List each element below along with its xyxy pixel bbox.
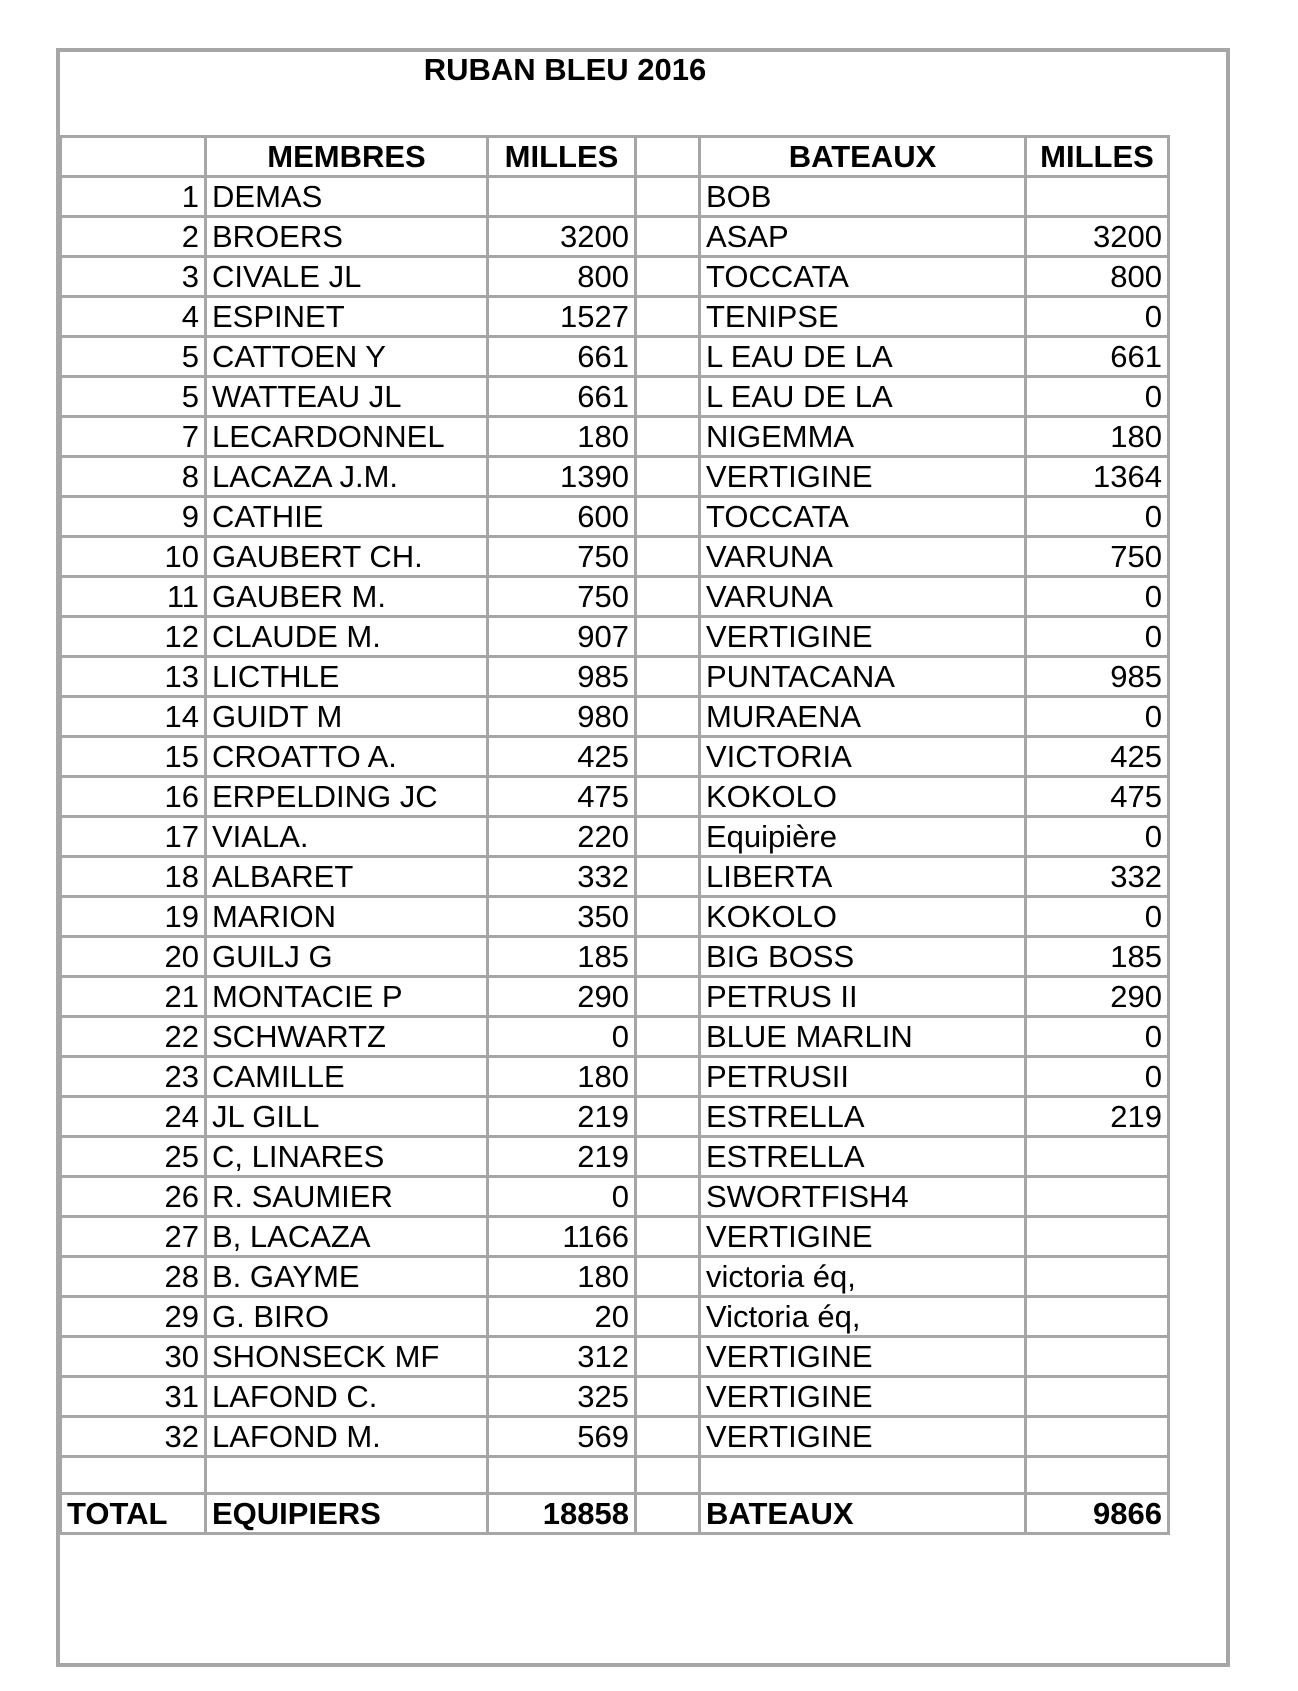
spacer-cell — [636, 1257, 700, 1297]
row-index: 22 — [61, 1017, 206, 1057]
header-miles-members: MILLES — [488, 137, 636, 177]
boat-miles: 185 — [1026, 937, 1169, 977]
boat-miles: 0 — [1026, 297, 1169, 337]
member-name: G. BIRO — [206, 1297, 488, 1337]
boat-miles — [1026, 177, 1169, 217]
header-miles-boats: MILLES — [1026, 137, 1169, 177]
table-row — [61, 697, 1169, 737]
boat-miles: 3200 — [1026, 217, 1169, 257]
member-miles: 0 — [488, 1177, 636, 1217]
member-name: ALBARET — [206, 857, 488, 897]
member-name: LAFOND C. — [206, 1377, 488, 1417]
spacer-cell — [636, 457, 700, 497]
table-row — [61, 777, 1169, 817]
boat-name: MURAENA — [700, 697, 1026, 737]
boat-miles: 0 — [1026, 497, 1169, 537]
member-miles: 569 — [488, 1417, 636, 1457]
spacer-cell — [636, 577, 700, 617]
member-miles: 1166 — [488, 1217, 636, 1257]
boat-name: PETRUS II — [700, 977, 1026, 1017]
boat-name: BLUE MARLIN — [700, 1017, 1026, 1057]
boat-name: VERTIGINE — [700, 1217, 1026, 1257]
table-row — [61, 1297, 1169, 1337]
spacer-cell — [636, 977, 700, 1017]
table-row — [61, 337, 1169, 377]
empty-cell — [700, 1457, 1026, 1494]
empty-cell — [1026, 1457, 1169, 1494]
member-name: CLAUDE M. — [206, 617, 488, 657]
member-name: CATHIE — [206, 497, 488, 537]
row-index: 21 — [61, 977, 206, 1017]
header-boats: BATEAUX — [700, 137, 1026, 177]
table-row — [61, 657, 1169, 697]
row-index: 5 — [61, 337, 206, 377]
member-miles: 661 — [488, 377, 636, 417]
spacer-cell — [636, 857, 700, 897]
spacer-cell — [636, 217, 700, 257]
row-index: 32 — [61, 1417, 206, 1457]
table-row — [61, 577, 1169, 617]
boat-miles: 475 — [1026, 777, 1169, 817]
boat-name: TOCCATA — [700, 497, 1026, 537]
member-name: CIVALE JL — [206, 257, 488, 297]
row-index: 28 — [61, 1257, 206, 1297]
member-miles: 290 — [488, 977, 636, 1017]
table-row — [61, 1057, 1169, 1097]
boat-miles: 0 — [1026, 817, 1169, 857]
ranking-table — [59, 135, 1170, 1535]
header-index — [61, 137, 206, 177]
table-row — [61, 737, 1169, 777]
boat-miles: 0 — [1026, 617, 1169, 657]
spacer-cell — [636, 297, 700, 337]
boat-miles: 0 — [1026, 1057, 1169, 1097]
header-members: MEMBRES — [206, 137, 488, 177]
spacer-cell — [636, 937, 700, 977]
boat-name: L EAU DE LA — [700, 337, 1026, 377]
member-miles: 20 — [488, 1297, 636, 1337]
boat-name: ASAP — [700, 217, 1026, 257]
boat-name: victoria éq, — [700, 1257, 1026, 1297]
boat-name: SWORTFISH4 — [700, 1177, 1026, 1217]
spacer-cell — [636, 177, 700, 217]
table-row — [61, 177, 1169, 217]
member-name: CROATTO A. — [206, 737, 488, 777]
boat-miles — [1026, 1137, 1169, 1177]
table-row — [61, 1377, 1169, 1417]
boat-miles: 0 — [1026, 1017, 1169, 1057]
boat-miles: 1364 — [1026, 457, 1169, 497]
boat-name: TOCCATA — [700, 257, 1026, 297]
spacer-cell — [636, 537, 700, 577]
boat-name: ESTRELLA — [700, 1137, 1026, 1177]
header-spacer — [636, 137, 700, 177]
table-row — [61, 1417, 1169, 1457]
member-miles: 312 — [488, 1337, 636, 1377]
boat-name: VERTIGINE — [700, 617, 1026, 657]
row-index: 27 — [61, 1217, 206, 1257]
member-miles: 800 — [488, 257, 636, 297]
spacer-cell — [636, 377, 700, 417]
boat-name: Equipière — [700, 817, 1026, 857]
member-name: GUIDT M — [206, 697, 488, 737]
spacer-cell — [636, 1097, 700, 1137]
member-name: SHONSECK MF — [206, 1337, 488, 1377]
member-miles: 219 — [488, 1097, 636, 1137]
table-row — [61, 1257, 1169, 1297]
empty-cell — [61, 1457, 206, 1494]
total-crew-label: EQUIPIERS — [206, 1494, 488, 1534]
member-miles: 1390 — [488, 457, 636, 497]
spacer-cell — [636, 817, 700, 857]
spacer-cell — [636, 1337, 700, 1377]
boat-miles — [1026, 1257, 1169, 1297]
spacer-cell — [636, 1494, 700, 1534]
row-index: 29 — [61, 1297, 206, 1337]
empty-cell — [206, 1457, 488, 1494]
boat-miles: 290 — [1026, 977, 1169, 1017]
member-name: LICTHLE — [206, 657, 488, 697]
member-name: GUILJ G — [206, 937, 488, 977]
spacer-cell — [636, 1377, 700, 1417]
member-name: CAMILLE — [206, 1057, 488, 1097]
member-name: GAUBERT CH. — [206, 537, 488, 577]
boat-miles: 0 — [1026, 577, 1169, 617]
total-boats-miles: 9866 — [1026, 1494, 1169, 1534]
boat-name: VERTIGINE — [700, 1377, 1026, 1417]
spacer-cell — [636, 1297, 700, 1337]
spacer-cell — [636, 1417, 700, 1457]
boat-name: LIBERTA — [700, 857, 1026, 897]
table-row — [61, 377, 1169, 417]
boat-name: VARUNA — [700, 577, 1026, 617]
row-index: 3 — [61, 257, 206, 297]
row-index: 15 — [61, 737, 206, 777]
row-index: 5 — [61, 377, 206, 417]
member-miles: 185 — [488, 937, 636, 977]
boat-miles: 800 — [1026, 257, 1169, 297]
table-row — [61, 1137, 1169, 1177]
member-name: GAUBER M. — [206, 577, 488, 617]
boat-name: KOKOLO — [700, 897, 1026, 937]
spacer-cell — [636, 897, 700, 937]
boat-name: TENIPSE — [700, 297, 1026, 337]
table-row — [61, 1217, 1169, 1257]
boat-name: VERTIGINE — [700, 1337, 1026, 1377]
member-miles: 219 — [488, 1137, 636, 1177]
row-index: 30 — [61, 1337, 206, 1377]
total-label: TOTAL — [61, 1494, 206, 1534]
boat-miles: 425 — [1026, 737, 1169, 777]
boat-miles: 985 — [1026, 657, 1169, 697]
boat-name: Victoria éq, — [700, 1297, 1026, 1337]
table-row — [61, 937, 1169, 977]
spacer-cell — [636, 617, 700, 657]
boat-miles — [1026, 1337, 1169, 1377]
table-row — [61, 977, 1169, 1017]
member-miles: 180 — [488, 1257, 636, 1297]
table-row — [61, 857, 1169, 897]
table-row — [61, 1097, 1169, 1137]
member-miles: 425 — [488, 737, 636, 777]
boat-name: VERTIGINE — [700, 1417, 1026, 1457]
member-name: WATTEAU JL — [206, 377, 488, 417]
member-miles — [488, 177, 636, 217]
boat-miles — [1026, 1177, 1169, 1217]
boat-miles — [1026, 1217, 1169, 1257]
member-name: LAFOND M. — [206, 1417, 488, 1457]
member-miles: 600 — [488, 497, 636, 537]
member-miles: 332 — [488, 857, 636, 897]
spacer-cell — [636, 1217, 700, 1257]
boat-miles: 180 — [1026, 417, 1169, 457]
row-index: 10 — [61, 537, 206, 577]
row-index: 17 — [61, 817, 206, 857]
table-row — [61, 217, 1169, 257]
row-index: 11 — [61, 577, 206, 617]
member-name: ERPELDING JC — [206, 777, 488, 817]
row-index: 2 — [61, 217, 206, 257]
member-name: B. GAYME — [206, 1257, 488, 1297]
table-row — [61, 817, 1169, 857]
spacer-cell — [636, 257, 700, 297]
table-row — [61, 257, 1169, 297]
boat-name: PUNTACANA — [700, 657, 1026, 697]
member-miles: 907 — [488, 617, 636, 657]
boat-name: ESTRELLA — [700, 1097, 1026, 1137]
table-row — [61, 497, 1169, 537]
table-row — [61, 537, 1169, 577]
spacer-cell — [636, 1177, 700, 1217]
row-index: 25 — [61, 1137, 206, 1177]
spacer-cell — [636, 697, 700, 737]
boat-miles: 219 — [1026, 1097, 1169, 1137]
boat-name: BOB — [700, 177, 1026, 217]
total-crew-miles: 18858 — [488, 1494, 636, 1534]
header-row — [61, 137, 1169, 177]
boat-miles: 661 — [1026, 337, 1169, 377]
row-index: 24 — [61, 1097, 206, 1137]
member-name: B, LACAZA — [206, 1217, 488, 1257]
row-index: 19 — [61, 897, 206, 937]
member-name: LACAZA J.M. — [206, 457, 488, 497]
page-title: RUBAN BLEU 2016 — [423, 52, 707, 87]
spacer-cell — [636, 657, 700, 697]
member-miles: 180 — [488, 1057, 636, 1097]
spacer-cell — [636, 777, 700, 817]
table-row — [61, 417, 1169, 457]
spacer-cell — [636, 737, 700, 777]
row-index: 20 — [61, 937, 206, 977]
row-index: 4 — [61, 297, 206, 337]
member-miles: 350 — [488, 897, 636, 937]
spacer-cell — [636, 417, 700, 457]
table-row — [61, 1337, 1169, 1377]
member-name: R. SAUMIER — [206, 1177, 488, 1217]
table-row — [61, 297, 1169, 337]
row-index: 18 — [61, 857, 206, 897]
row-index: 8 — [61, 457, 206, 497]
member-miles: 980 — [488, 697, 636, 737]
row-index: 7 — [61, 417, 206, 457]
member-name: MONTACIE P — [206, 977, 488, 1017]
boat-miles: 0 — [1026, 377, 1169, 417]
member-name: C, LINARES — [206, 1137, 488, 1177]
member-name: VIALA. — [206, 817, 488, 857]
row-index: 31 — [61, 1377, 206, 1417]
boat-miles — [1026, 1377, 1169, 1417]
boat-miles: 0 — [1026, 697, 1169, 737]
member-miles: 3200 — [488, 217, 636, 257]
boat-name: L EAU DE LA — [700, 377, 1026, 417]
boat-name: NIGEMMA — [700, 417, 1026, 457]
member-miles: 180 — [488, 417, 636, 457]
table-row — [61, 897, 1169, 937]
member-miles: 661 — [488, 337, 636, 377]
member-name: BROERS — [206, 217, 488, 257]
member-name: MARION — [206, 897, 488, 937]
member-miles: 0 — [488, 1017, 636, 1057]
member-name: SCHWARTZ — [206, 1017, 488, 1057]
member-miles: 1527 — [488, 297, 636, 337]
boat-name: BIG BOSS — [700, 937, 1026, 977]
member-miles: 220 — [488, 817, 636, 857]
blank-row — [61, 1457, 1169, 1494]
boat-miles: 0 — [1026, 897, 1169, 937]
member-name: ESPINET — [206, 297, 488, 337]
spacer-cell — [636, 1137, 700, 1177]
table-row — [61, 1177, 1169, 1217]
row-index: 16 — [61, 777, 206, 817]
boat-miles — [1026, 1417, 1169, 1457]
member-name: DEMAS — [206, 177, 488, 217]
boat-miles: 332 — [1026, 857, 1169, 897]
boat-name: VERTIGINE — [700, 457, 1026, 497]
total-boats-label: BATEAUX — [700, 1494, 1026, 1534]
member-miles: 325 — [488, 1377, 636, 1417]
row-index: 13 — [61, 657, 206, 697]
member-name: JL GILL — [206, 1097, 488, 1137]
spacer-cell — [636, 1057, 700, 1097]
member-miles: 750 — [488, 537, 636, 577]
spacer-cell — [636, 497, 700, 537]
empty-cell — [636, 1457, 700, 1494]
member-name: CATTOEN Y — [206, 337, 488, 377]
row-index: 23 — [61, 1057, 206, 1097]
row-index: 12 — [61, 617, 206, 657]
boat-name: VICTORIA — [700, 737, 1026, 777]
row-index: 14 — [61, 697, 206, 737]
row-index: 9 — [61, 497, 206, 537]
member-miles: 750 — [488, 577, 636, 617]
boat-name: VARUNA — [700, 537, 1026, 577]
boat-name: KOKOLO — [700, 777, 1026, 817]
empty-cell — [488, 1457, 636, 1494]
table-row — [61, 617, 1169, 657]
boat-miles — [1026, 1297, 1169, 1337]
total-row — [61, 1494, 1169, 1534]
boat-miles: 750 — [1026, 537, 1169, 577]
spacer-cell — [636, 1017, 700, 1057]
row-index: 1 — [61, 177, 206, 217]
row-index: 26 — [61, 1177, 206, 1217]
member-miles: 475 — [488, 777, 636, 817]
boat-name: PETRUSII — [700, 1057, 1026, 1097]
member-miles: 985 — [488, 657, 636, 697]
spacer-cell — [636, 337, 700, 377]
table-row — [61, 457, 1169, 497]
table-row — [61, 1017, 1169, 1057]
member-name: LECARDONNEL — [206, 417, 488, 457]
